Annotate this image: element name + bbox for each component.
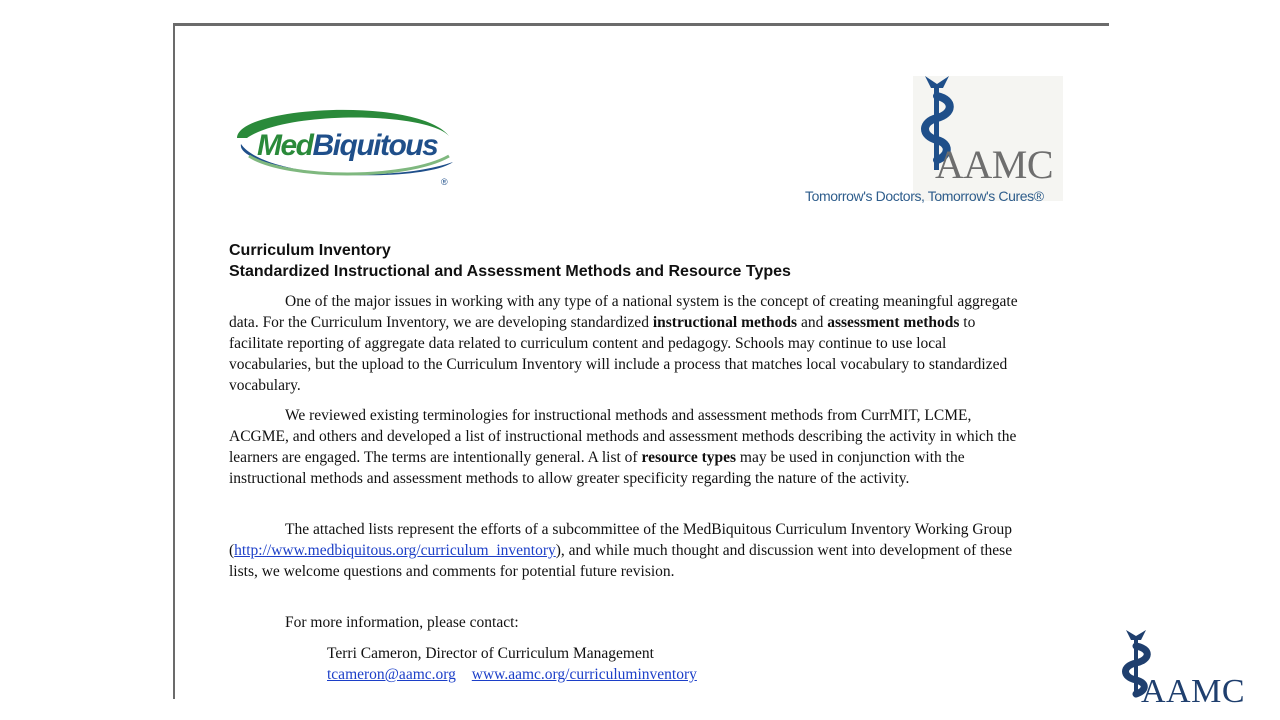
paragraph-2-bold-resource-types: resource types xyxy=(641,449,737,466)
paragraph-1 xyxy=(229,291,1019,396)
contact-name: Terri Cameron, Director of Curriculum Management xyxy=(327,645,654,662)
paragraph-4 xyxy=(229,612,1019,633)
paragraph-1-text-a: One of the major issues in working with any type of a national system is the concept of creating meaningful aggregate data. For the Curriculum Inventory, we are developing standardized xyxy=(229,293,1018,331)
registered-mark: ® xyxy=(441,177,448,187)
corner-aamc-wordmark: AAMC xyxy=(1141,673,1246,710)
medbiquitous-wordmark-biquitous: Biquitous xyxy=(312,129,438,162)
document-title-line-2: Standardized Instructional and Assessment Methods and Resource Types xyxy=(229,263,791,280)
paragraph-3-text-a: The attached lists represent the efforts of a subcommittee of the MedBiquitous Curriculum Inventory Working Group ( xyxy=(229,521,1012,559)
aamc-wordmark: AAMC xyxy=(935,142,1054,187)
medbiquitous-curriculum-link[interactable]: http://www.medbiquitous.org/curriculum_inventory xyxy=(234,542,556,559)
contact-links xyxy=(327,664,709,685)
medbiquitous-logo xyxy=(227,98,457,190)
paragraph-2-text-a: We reviewed existing terminologies for instructional methods and assessment methods from CurrMIT, LCME, ACGME, and others and developed a list of instructional methods and assessment methods describing the activity in which the learners are engaged. The terms are intentionally general. A list of xyxy=(229,407,1017,466)
paragraph-3-text-b: ), and while much thought and discussion went into development of these lists, we welcome questions and comments for potential future revision. xyxy=(229,542,1013,580)
paragraph-1-text-c: and xyxy=(797,314,828,331)
document-page xyxy=(173,23,1109,699)
paragraph-1-bold-assessment: assessment methods xyxy=(827,314,960,331)
contact-intro: For more information, please contact: xyxy=(285,614,519,631)
contact-email-link[interactable]: tcameron@aamc.org xyxy=(327,666,456,683)
medbiquitous-wordmark-med: Med xyxy=(257,129,313,162)
paragraph-2-text-c: may be used in conjunction with the instructional methods and assessment methods to allow greater specificity regarding the nature of the activity. xyxy=(229,449,965,487)
contact-website-link[interactable]: www.aamc.org/curriculuminventory xyxy=(471,666,697,683)
document-title-line-1: Curriculum Inventory xyxy=(229,242,391,259)
corner-aamc-logo xyxy=(1115,628,1265,718)
contact-block xyxy=(327,643,709,685)
paragraph-1-text-e: to facilitate reporting of aggregate data related to curriculum content and pedagogy. Schools may continue to use local vocabularies, but the upload to the Curriculum Inventory will include a process that matches local vocabulary to standardized vocabulary. xyxy=(229,314,1008,394)
paragraph-3 xyxy=(229,519,1019,582)
aamc-tagline: Tomorrow's Doctors, Tomorrow's Cures® xyxy=(805,188,1044,204)
paragraph-2 xyxy=(229,405,1019,489)
document-title xyxy=(229,240,791,282)
aamc-logo xyxy=(805,71,1065,211)
medbiquitous-wordmark xyxy=(257,129,437,163)
paragraph-1-bold-instructional: instructional methods xyxy=(652,314,798,331)
